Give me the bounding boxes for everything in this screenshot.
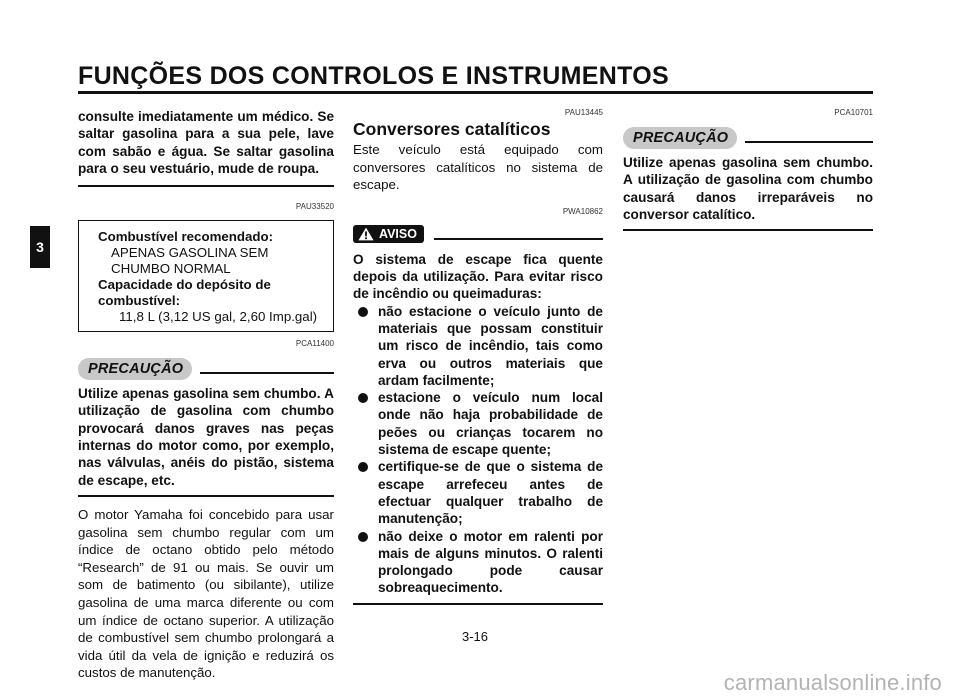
reference-code: PCA11400	[295, 339, 334, 349]
column-left	[78, 108, 334, 682]
section-paragraph: Este veículo está equipado com conversores catalíticos no sistema de escape.	[353, 142, 603, 193]
caution-heading	[623, 125, 873, 151]
spec-value-fuel: APENAS GASOLINA SEM	[111, 245, 269, 261]
caution-heading	[78, 356, 334, 382]
section-title: Conversores catalíticos	[353, 119, 551, 139]
caution-end-rule	[623, 229, 873, 231]
spec-label-capacity: Capacidade do depósito de	[98, 277, 271, 293]
site-watermark[interactable]: carmanualsonline.info	[723, 670, 942, 695]
reference-code: PAU13445	[564, 108, 603, 117]
warning-item-text: não estacione o veículo junto de materiais que possam constituir um risco de incêndio, tais como erva ou outros materiais que ardam facilmente;	[378, 303, 603, 388]
warning-end-rule	[353, 603, 603, 605]
reference-code: PWA10862	[562, 206, 603, 216]
caution-text: Utilize apenas gasolina sem chumbo. A utilização de gasolina com chumbo causará danos irreparáveis no conversor catalítico.	[623, 155, 873, 222]
caution-rule	[745, 141, 873, 143]
list-item	[353, 389, 603, 458]
warning-heading	[353, 223, 603, 245]
column-right	[623, 108, 873, 231]
column-middle	[353, 108, 603, 605]
section-rule	[78, 185, 334, 187]
warning-rule	[434, 238, 603, 240]
caution-badge: PRECAUÇÃO	[623, 127, 737, 149]
list-item	[353, 528, 603, 597]
reference-code: PCA10701	[834, 108, 873, 117]
warning-label: AVISO	[379, 226, 417, 241]
body-paragraph: O motor Yamaha foi concebido para usar gasolina sem chumbo regular com um índice de octano obtido pelo método “Research” de 91 ou mais. Se ouvir um som de batimento (ou sibilante), utilize gasolina de uma marca diferente ou com um índice de octano superior. A utilização de combustível sem chumbo prolongará a vida útil da vela de ignição e reduzirá os custos de manutenção.	[78, 506, 334, 681]
spec-label-capacity: combustível:	[98, 293, 181, 309]
warning-item-text: estacione o veículo num local onde não haja probabilidade de peões ou crianças tocarem no sistema de escape quente;	[378, 390, 603, 458]
warning-intro: O sistema de escape fica quente depois da utilização. Para evitar risco de incêndio ou queimaduras:	[353, 251, 603, 302]
reference-code: PAU33520	[295, 202, 334, 212]
fuel-safety-text: consulte imediatamente um médico. Se saltar gasolina para a sua pele, lave com sabão e água. Se saltar gasolina para o seu vestuário, mude de roupa.	[78, 109, 334, 176]
chapter-tab[interactable]: 3	[30, 226, 50, 268]
header-rule	[78, 91, 873, 94]
warning-list	[353, 303, 603, 597]
list-item	[353, 458, 603, 527]
spec-label-fuel: Combustível recomendado:	[98, 229, 274, 245]
bullet-icon	[358, 532, 368, 542]
list-item	[353, 303, 603, 389]
page-header-title: FUNÇÕES DOS CONTROLOS E INSTRUMENTOS	[78, 62, 669, 90]
bullet-icon	[358, 462, 368, 472]
bullet-icon	[358, 393, 368, 403]
page-number: 3-16	[462, 629, 489, 644]
caution-text: Utilize apenas gasolina sem chumbo. A utilização de gasolina com chumbo provocará danos graves nas peças internas do motor como, por exemplo, nas válvulas, anéis do pistão, sistema de escape, etc.	[78, 386, 334, 488]
warning-item-text: não deixe o motor em ralenti por mais de alguns minutos. O ralenti prolongado pode causar sobreaquecimento.	[378, 528, 603, 596]
bullet-icon	[358, 307, 368, 317]
fuel-spec-box	[78, 220, 334, 332]
warning-badge	[353, 225, 424, 243]
warning-item-text: certifique-se de que o sistema de escape arrefeceu antes de efectuar qualquer trabalho de manutenção;	[378, 459, 603, 527]
caution-end-rule	[78, 495, 334, 497]
caution-badge: PRECAUÇÃO	[78, 358, 192, 380]
spec-value-fuel: CHUMBO NORMAL	[111, 261, 231, 277]
warning-triangle-icon	[358, 227, 374, 241]
caution-rule	[200, 372, 334, 374]
spec-value-capacity: 11,8 L (3,12 US gal, 2,60 Imp.gal)	[119, 309, 318, 325]
